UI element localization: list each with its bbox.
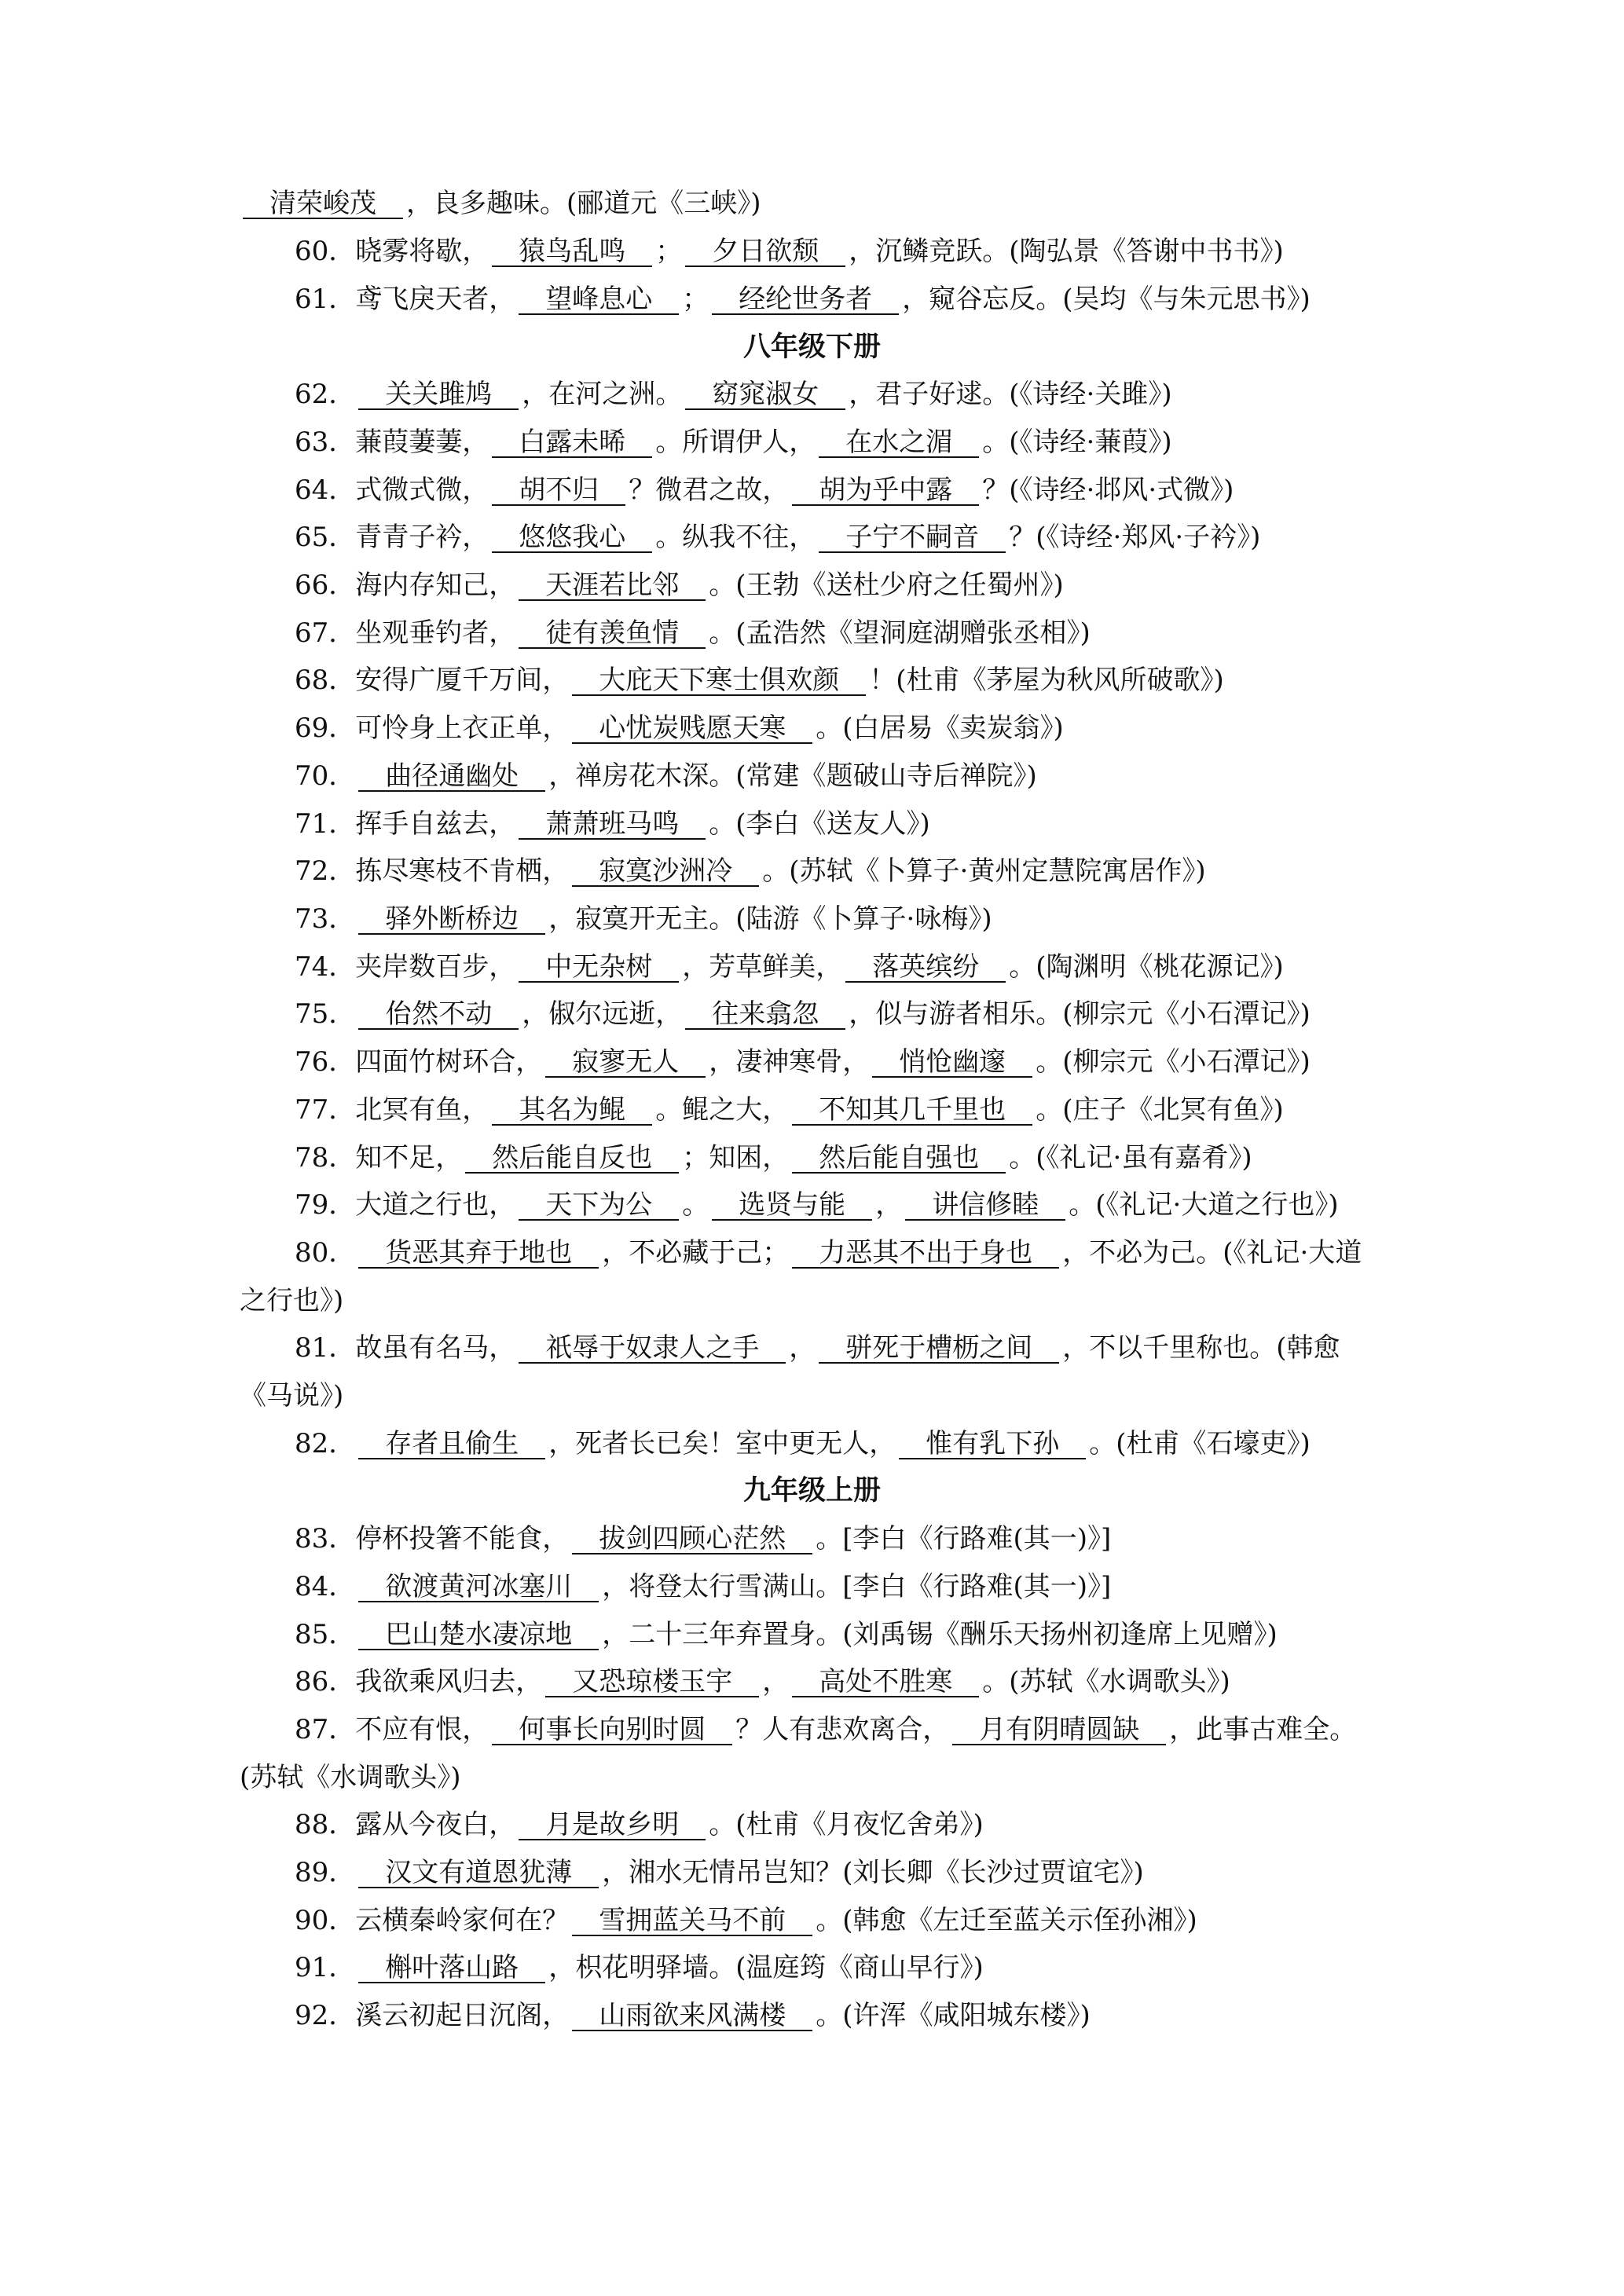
line-text: ，俶尔远逝， — [522, 998, 683, 1030]
fill-in-answer: 选贤与能 — [712, 1191, 872, 1221]
text-line — [295, 1186, 1339, 1224]
line-text: ，芳草鲜美， — [682, 951, 843, 983]
line-text: 。(白居易《卖炭翁》) — [816, 712, 1064, 744]
fill-in-answer: 拔剑四顾心茫然 — [572, 1525, 812, 1554]
line-text: ，不必为己。(《礼记·大道 — [1062, 1237, 1362, 1269]
text-line — [295, 948, 1284, 986]
text-line — [295, 423, 1172, 461]
fill-in-answer: 存者且偷生 — [358, 1430, 545, 1459]
fill-in-answer: 巴山楚水凄凉地 — [358, 1620, 599, 1650]
fill-in-answer: 月是故乡明 — [519, 1811, 706, 1840]
line-text: 89． — [295, 1857, 356, 1888]
text-line — [295, 805, 930, 843]
text-line — [295, 471, 1234, 509]
fill-in-answer: 天下为公 — [519, 1191, 679, 1221]
line-text: 81．故虽有名马， — [295, 1332, 516, 1364]
line-text: ，不必藏于己； — [602, 1237, 790, 1269]
line-text: 63．蒹葭萋萋， — [295, 427, 489, 458]
line-text: 74．夹岸数百步， — [295, 951, 516, 983]
line-text: ，二十三年弃置身。(刘禹锡《酬乐天扬州初逢席上见赠》) — [602, 1619, 1278, 1650]
fill-in-answer: 不知其几千里也 — [792, 1096, 1032, 1126]
fill-in-answer: 萧萧班马鸣 — [519, 810, 706, 840]
line-text: 83．停杯投箸不能食， — [295, 1523, 570, 1554]
line-text: 《马说》) — [240, 1380, 344, 1412]
text-line — [295, 1663, 1230, 1701]
line-text: 之行也》) — [240, 1285, 344, 1316]
text-line — [295, 1568, 1111, 1606]
text-line — [240, 1759, 461, 1796]
fill-in-answer: 寂寥无人 — [545, 1048, 706, 1078]
fill-in-answer: 驿外断桥边 — [358, 905, 545, 935]
line-text: 。(《礼记·大道之行也》) — [1069, 1189, 1339, 1221]
fill-in-answer: 何事长向别时圆 — [492, 1716, 732, 1745]
fill-in-answer: 然后能自强也 — [792, 1144, 1006, 1174]
fill-in-answer: 骈死于槽枥之间 — [819, 1334, 1059, 1364]
line-text: ；知困， — [682, 1142, 790, 1174]
line-text: 87．不应有恨， — [295, 1714, 489, 1745]
fill-in-answer: 胡为乎中露 — [792, 476, 979, 506]
fill-in-answer: 子宁不嗣音 — [819, 523, 1006, 553]
fill-in-answer: 雪拥蓝关马不前 — [572, 1906, 812, 1936]
line-text: 。(柳宗元《小石潭记》) — [1036, 1046, 1311, 1078]
line-text: 72．拣尽寒枝不肯栖， — [295, 855, 570, 887]
fill-in-answer: 力恶其不出于身也 — [792, 1239, 1059, 1269]
line-text: 75． — [295, 998, 356, 1030]
fill-in-answer: 清荣峻茂 — [243, 189, 403, 219]
text-line — [295, 1616, 1278, 1653]
line-text: ，良多趣味。(郦道元《三峡》) — [406, 188, 761, 219]
fill-in-answer: 祇辱于奴隶人之手 — [519, 1334, 786, 1364]
line-text: ，窥谷忘反。(吴均《与朱元思书》) — [902, 284, 1311, 315]
fill-in-answer: 落英缤纷 — [845, 953, 1006, 983]
line-text: 。[李白《行路难(其一)》] — [816, 1523, 1112, 1554]
text-line — [295, 709, 1064, 747]
line-text: 77．北冥有鱼， — [295, 1094, 489, 1126]
text-line — [295, 1806, 984, 1844]
line-text: ，凄神寒骨， — [709, 1046, 870, 1078]
line-text: ？微君之故， — [629, 474, 790, 506]
line-text: 。(庄子《北冥有鱼》) — [1036, 1094, 1284, 1126]
text-line — [240, 1377, 343, 1415]
line-text: ，此事古难全。 — [1169, 1714, 1357, 1745]
line-text: ，将登太行雪满山。[李白《行路难(其一)》] — [602, 1571, 1112, 1602]
line-text: 64．式微式微， — [295, 474, 489, 506]
fill-in-answer: 惟有乳下孙 — [899, 1430, 1086, 1459]
line-text: ， — [789, 1332, 816, 1364]
fill-in-answer: 大庇天下寒士俱欢颜 — [572, 666, 866, 696]
fill-in-answer: 高处不胜寒 — [792, 1668, 979, 1697]
text-line — [295, 280, 1311, 318]
fill-in-answer: 在水之湄 — [819, 428, 979, 458]
line-text: 91． — [295, 1952, 356, 1983]
line-text: 80． — [295, 1237, 356, 1269]
line-text: 。(苏轼《卜算子·黄州定慧院寓居作》) — [762, 855, 1206, 887]
text-line — [295, 518, 1260, 556]
fill-in-answer: 月有阴晴圆缺 — [952, 1716, 1166, 1745]
fill-in-answer: 其名为鲲 — [492, 1096, 652, 1126]
fill-in-answer: 货恶其弃于地也 — [358, 1239, 599, 1269]
line-text: 。(王勃《送杜少府之任蜀州》) — [709, 569, 1064, 601]
line-text: ，死者长已矣！室中更无人， — [548, 1428, 896, 1459]
fill-in-answer: 窈窕淑女 — [685, 380, 845, 410]
fill-in-answer: 悠悠我心 — [492, 523, 652, 553]
line-text: ， — [875, 1189, 903, 1221]
line-text: 66．海内存知己， — [295, 569, 516, 601]
fill-in-answer: 佁然不动 — [358, 1000, 519, 1030]
line-text: 85． — [295, 1619, 356, 1650]
fill-in-answer: 白露未晞 — [492, 428, 652, 458]
line-text: 76．四面竹树环合， — [295, 1046, 543, 1078]
line-text: ，枳花明驿墙。(温庭筠《商山早行》) — [548, 1952, 984, 1983]
text-line — [295, 1854, 1144, 1891]
fill-in-answer: 经纶世务者 — [712, 285, 899, 315]
text-line — [295, 1234, 1362, 1272]
fill-in-answer: 悄怆幽邃 — [872, 1048, 1032, 1078]
line-text: 。(李白《送友人》) — [709, 808, 930, 840]
line-text: 69．可怜身上衣正单， — [295, 712, 570, 744]
line-text: ，湘水无情吊岂知？(刘长卿《长沙过贾谊宅》) — [602, 1857, 1144, 1888]
line-text: 79．大道之行也， — [295, 1189, 516, 1221]
fill-in-answer: 寂寞沙洲冷 — [572, 857, 759, 887]
line-text: 71．挥手自兹去， — [295, 808, 516, 840]
text-line — [295, 614, 1091, 652]
line-text: ，不以千里称也。(韩愈 — [1062, 1332, 1340, 1364]
fill-in-answer: 中无杂树 — [519, 953, 679, 983]
line-text: 。所谓伊人， — [655, 427, 816, 458]
line-text: 。 — [682, 1189, 709, 1221]
text-line — [295, 757, 1037, 795]
line-text: ，沉鳞竞跃。(陶弘景《答谢中书书》) — [849, 236, 1284, 267]
line-text: 。(杜甫《石壕吏》) — [1089, 1428, 1311, 1459]
line-text: ，似与游者相乐。(柳宗元《小石潭记》) — [849, 998, 1311, 1030]
line-text: ？人有悲欢离合， — [735, 1714, 950, 1745]
text-line — [295, 1329, 1340, 1367]
line-text: 九年级上册 — [742, 1474, 881, 1507]
fill-in-answer: 山雨欲来风满楼 — [572, 2001, 812, 2031]
line-text: 61．鸢飞戾天者， — [295, 284, 516, 315]
line-text: 84． — [295, 1571, 356, 1602]
line-text: 。(孟浩然《望洞庭湖赠张丞相》) — [709, 617, 1091, 649]
line-text: 。纵我不往， — [655, 522, 816, 553]
text-line — [295, 1425, 1311, 1463]
text-line — [295, 233, 1284, 270]
section-heading — [0, 328, 1624, 366]
line-text: ？(《诗经·郑风·子衿》) — [1009, 522, 1261, 553]
line-text: 60．晓雾将歇， — [295, 236, 489, 267]
line-text: ？(《诗经·邶风·式微》) — [982, 474, 1234, 506]
text-line — [295, 1043, 1311, 1081]
fill-in-answer: 关关雎鸠 — [358, 380, 519, 410]
text-line — [295, 566, 1064, 604]
line-text: 70． — [295, 760, 356, 792]
text-line — [295, 995, 1311, 1033]
text-line — [295, 661, 1224, 699]
line-text: (苏轼《水调歌头》) — [240, 1762, 461, 1793]
text-line — [295, 375, 1172, 413]
fill-in-answer: 曲径通幽处 — [358, 762, 545, 792]
line-text: ，在河之洲。 — [522, 379, 683, 410]
line-text: ，禅房花木深。(常建《题破山寺后禅院》) — [548, 760, 1037, 792]
line-text: ； — [655, 236, 683, 267]
text-line — [295, 1711, 1356, 1749]
line-text: 。鲲之大， — [655, 1094, 790, 1126]
line-text: 。(韩愈《左迁至蓝关示侄孙湘》) — [816, 1905, 1197, 1936]
line-text: ，寂寞开无主。(陆游《卜算子·咏梅》) — [548, 903, 992, 935]
text-line — [295, 852, 1206, 890]
fill-in-answer: 汉文有道恩犹薄 — [358, 1858, 599, 1888]
text-line — [295, 1949, 984, 1987]
text-line — [295, 1902, 1197, 1939]
text-line — [295, 1139, 1252, 1177]
fill-in-answer: 望峰息心 — [519, 285, 679, 315]
text-line — [295, 1520, 1111, 1558]
fill-in-answer: 然后能自反也 — [465, 1144, 679, 1174]
line-text: 67．坐观垂钓者， — [295, 617, 516, 649]
line-text: 。(许浑《咸阳城东楼》) — [816, 2000, 1091, 2031]
text-line — [240, 1282, 343, 1320]
fill-in-answer: 又恐琼楼玉宇 — [545, 1668, 759, 1697]
line-text: 八年级下册 — [742, 331, 881, 363]
line-text: 78．知不足， — [295, 1142, 463, 1174]
fill-in-answer: 徒有羡鱼情 — [519, 619, 706, 649]
section-heading — [0, 1472, 1624, 1510]
text-line — [295, 1091, 1284, 1129]
fill-in-answer: 往来翕忽 — [685, 1000, 845, 1030]
line-text: 62． — [295, 379, 356, 410]
text-line — [240, 185, 761, 222]
line-text: 。(苏轼《水调歌头》) — [982, 1666, 1230, 1697]
line-text: 。(《诗经·蒹葭》) — [982, 427, 1172, 458]
fill-in-answer: 讲信修睦 — [905, 1191, 1065, 1221]
fill-in-answer: 天涯若比邻 — [519, 571, 706, 601]
line-text: ； — [682, 284, 709, 315]
line-text: 68．安得广厦千万间， — [295, 665, 570, 696]
text-line — [295, 900, 992, 938]
line-text: 92．溪云初起日沉阁， — [295, 2000, 570, 2031]
fill-in-answer: 欲渡黄河冰塞川 — [358, 1573, 599, 1602]
text-line — [295, 1997, 1091, 2034]
fill-in-answer: 心忧炭贱愿天寒 — [572, 714, 812, 744]
line-text: 88．露从今夜白， — [295, 1809, 516, 1840]
line-text: ， — [762, 1666, 790, 1697]
line-text: 73． — [295, 903, 356, 935]
line-text: 82． — [295, 1428, 356, 1459]
line-text: 。(杜甫《月夜忆舍弟》) — [709, 1809, 984, 1840]
line-text: 65．青青子衿， — [295, 522, 489, 553]
fill-in-answer: 猿鸟乱鸣 — [492, 237, 652, 267]
fill-in-answer: 胡不归 — [492, 476, 625, 506]
line-text: ！(杜甫《茅屋为秋风所破歌》) — [869, 665, 1224, 696]
line-text: 90．云横秦岭家何在？ — [295, 1905, 570, 1936]
line-text: 。(陶渊明《桃花源记》) — [1009, 951, 1284, 983]
fill-in-answer: 夕日欲颓 — [685, 237, 845, 267]
line-text: ，君子好逑。(《诗经·关雎》) — [849, 379, 1172, 410]
line-text: 86．我欲乘风归去， — [295, 1666, 543, 1697]
line-text: 。(《礼记·虽有嘉肴》) — [1009, 1142, 1252, 1174]
fill-in-answer: 槲叶落山路 — [358, 1954, 545, 1983]
